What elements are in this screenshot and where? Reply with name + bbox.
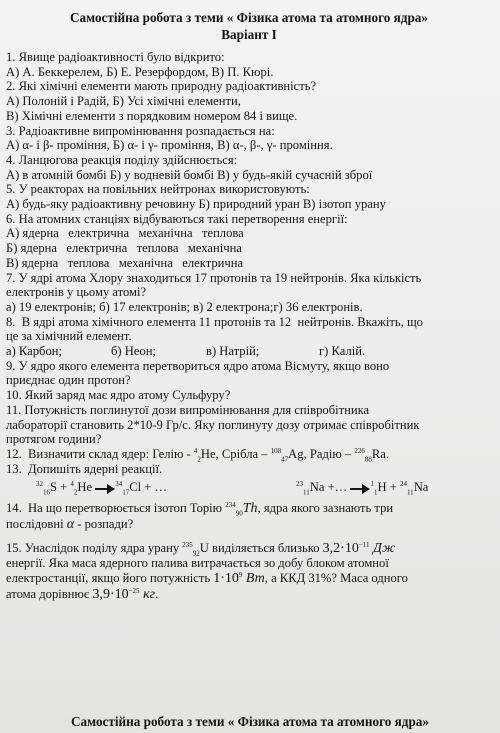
question-1: 1. Явище радіоактивності було відкрито: <box>6 50 225 64</box>
question-9-line-1: 9. У ядро якого елемента перетвориться ядро атома Вісмуту, якщо воно <box>6 358 390 373</box>
question-15-text-a: 15. Унаслідок поділу ядра урану <box>6 540 183 555</box>
question-15-line-3 <box>6 571 492 587</box>
question-15-text-e: атома дорівнює <box>6 586 93 601</box>
question-10: 10. Який заряд має ядро атому Сульфуру? <box>6 388 231 403</box>
reaction-2-na-z: 11 <box>303 488 310 497</box>
question-11-line-1: 11. Потужність поглинутої дози випромінювання для співробітника <box>6 402 370 417</box>
question-15-line-2: енергії. Яка маса ядерного палива витрачається зо добу блоком атомної <box>6 556 389 571</box>
question-15-line-1 <box>6 541 492 557</box>
energy-value: 3,2·10 <box>322 540 359 556</box>
silver-symbol: Ag, Радію – <box>288 446 355 461</box>
answer-6-a: А) ядерна електрична механічна теплова <box>6 226 244 241</box>
answer-6-c: В) ядерна теплова механічна електрична <box>6 255 244 270</box>
question-4: 4. Ланцюгова реакція поділу здійснюється: <box>6 152 238 167</box>
question-14-text-b: , ядра якого зазнають три <box>257 501 394 516</box>
reaction-1-he-z: 2 <box>73 488 78 497</box>
question-3: 3. Радіоактивне випромінювання розпадається на: <box>6 123 275 138</box>
reaction-2-h: H + <box>377 480 400 495</box>
variant-label: Варіант І <box>221 27 277 42</box>
uranium-symbol: U <box>199 540 209 555</box>
reaction-2-na-mass: 23 <box>296 480 303 489</box>
thorium-symbol: Th <box>242 501 258 517</box>
question-5: 5. У реакторах на повільних нейтронах використовують: <box>6 182 310 197</box>
answer-8 <box>6 344 492 359</box>
uranium-atomic-number: 92 <box>192 549 200 558</box>
alpha-symbol: α <box>66 516 75 532</box>
answer-4: А) в атомній бомбі Б) у водневій бомбі В) у будь-якій сучасній зброї <box>6 167 373 182</box>
reaction-2 <box>296 480 429 497</box>
power-value: 1·10 <box>213 570 239 586</box>
answer-6-b: Б) ядерна електрична теплова механічна <box>6 241 242 256</box>
question-11-line-3: протягом години? <box>6 432 102 447</box>
power-exponent: 9 <box>238 570 243 579</box>
question-14-text-a: 14. На що перетворюється ізотоп Торію <box>6 501 226 516</box>
silver-atomic-number: 47 <box>281 455 289 464</box>
reaction-1-s-z: 16 <box>43 488 50 497</box>
question-15-text-b: виділяється близько <box>208 540 323 555</box>
answer-7: а) 19 електронів; б) 17 електронів; в) 2 електрона;г) 36 електронів. <box>6 299 363 314</box>
reaction-1 <box>6 480 296 495</box>
reaction-1-s: S + <box>50 480 71 495</box>
answer-5: А) будь-яку радіоактивну речовину Б) природний уран В) ізотоп урану <box>6 197 386 212</box>
answer-8-c: в) Натрій; <box>206 344 260 359</box>
question-7-line-2: електронів у цьому атомі? <box>6 285 147 300</box>
reaction-2-h-z: 1 <box>373 488 378 497</box>
silver-mass-number: 108 <box>270 446 282 455</box>
reaction-2-na24: Na <box>413 480 429 495</box>
question-8-line-1: 8. В ядрі атома хімічного елемента 11 протонів та 12 нейтронів. Вкажіть, що <box>6 314 423 329</box>
answer-8-b: б) Неон; <box>111 344 156 359</box>
question-15-text-d: , а ККД 31%? Маса одного <box>264 570 408 585</box>
radium-atomic-number: 88 <box>364 455 372 464</box>
radium-mass-number: 226 <box>354 446 365 455</box>
question-11-line-2: лабораторії становить 2*10-9 Гр/с. Яку поглинуту дозу отримає співробітник <box>6 417 420 432</box>
thorium-mass-number: 234 <box>225 500 236 509</box>
reaction-1-s-mass: 32 <box>36 480 43 489</box>
reaction-1-cl: Cl + … <box>129 480 168 495</box>
reaction-2-na24-z: 11 <box>406 488 414 497</box>
question-12 <box>6 447 492 462</box>
question-7-line-1: 7. У ядрі атома Хлору знаходиться 17 протонів та 19 нейтронів. Яка кількість <box>6 270 422 285</box>
reaction-1-cl-mass: 34 <box>115 480 123 489</box>
reaction-1-he-mass: 4 <box>70 480 74 489</box>
answer-3: А) α- і β- проміння, Б) α- і γ- проміння, В) α-, β-, γ- проміння. <box>6 138 333 153</box>
reactions-row <box>6 480 492 495</box>
question-14-line-2 <box>6 517 492 533</box>
question-8-line-2: це за хімічний елемент. <box>6 329 132 344</box>
question-6: 6. На атомних станціях відбуваються такі перетворення енергії: <box>6 211 348 226</box>
question-9-line-2: приєднає один протон? <box>6 373 131 388</box>
footer-title: Самостійна робота з теми « Фізика атома та атомного ядра» <box>71 714 429 729</box>
mass-exponent: −25 <box>128 586 140 595</box>
helium-mass-number: 4 <box>193 446 198 455</box>
question-15-text-f: . <box>155 586 159 601</box>
helium-atomic-number: 2 <box>197 455 201 464</box>
reaction-1-arrow-icon <box>95 484 115 494</box>
question-14-text-d: - розпади? <box>74 516 134 531</box>
reaction-2-arrow-icon <box>350 484 370 494</box>
reaction-1-cl-z: 17 <box>122 488 130 497</box>
answer-2-line-1: А) Полоній і Радій, Б) Усі хімічні елементи, <box>6 94 241 109</box>
helium-symbol: He, Срібла – <box>200 446 271 461</box>
reaction-2-na24-mass: 24 <box>399 480 407 489</box>
uranium-mass-number: 235 <box>182 540 193 549</box>
mass-value: 3,9·10 <box>92 586 129 602</box>
answer-8-d: г) Калій. <box>319 344 366 359</box>
reaction-2-na: Na +… <box>309 480 348 495</box>
question-13: 13. Допишіть ядерні реакції. <box>6 461 163 476</box>
answer-2-line-2: В) Хімічні елементи з порядковим номером 84 і вище. <box>6 108 298 123</box>
reaction-1-he: He <box>77 480 93 495</box>
thorium-atomic-number: 90 <box>235 509 243 518</box>
energy-exponent: −11 <box>358 540 370 549</box>
mass-unit: кг <box>139 586 156 602</box>
question-14-line-1 <box>6 501 492 517</box>
energy-unit: Дж <box>369 540 395 556</box>
power-unit: Вт <box>242 570 265 586</box>
question-14-text-c: послідовні <box>6 516 67 531</box>
question-2: 2. Які хімічні елементи мають природну радіоактивність? <box>6 79 317 94</box>
question-12-text: 12. Визначити склад ядер: Гелію - <box>6 446 194 461</box>
radium-symbol: Ra. <box>371 446 390 461</box>
question-15-text-c: електростанції, якщо його потужність <box>6 570 214 585</box>
answer-1: А) А. Беккерелем, Б) Е. Резерфордом, В) П. Кюрі. <box>6 64 274 79</box>
answer-8-a: а) Карбон; <box>6 344 62 359</box>
worksheet-title: Самостійна робота з теми « Фізика атома та атомного ядра» <box>70 10 428 25</box>
reaction-2-h-mass: 1 <box>370 480 374 489</box>
question-15-line-4 <box>6 587 492 603</box>
